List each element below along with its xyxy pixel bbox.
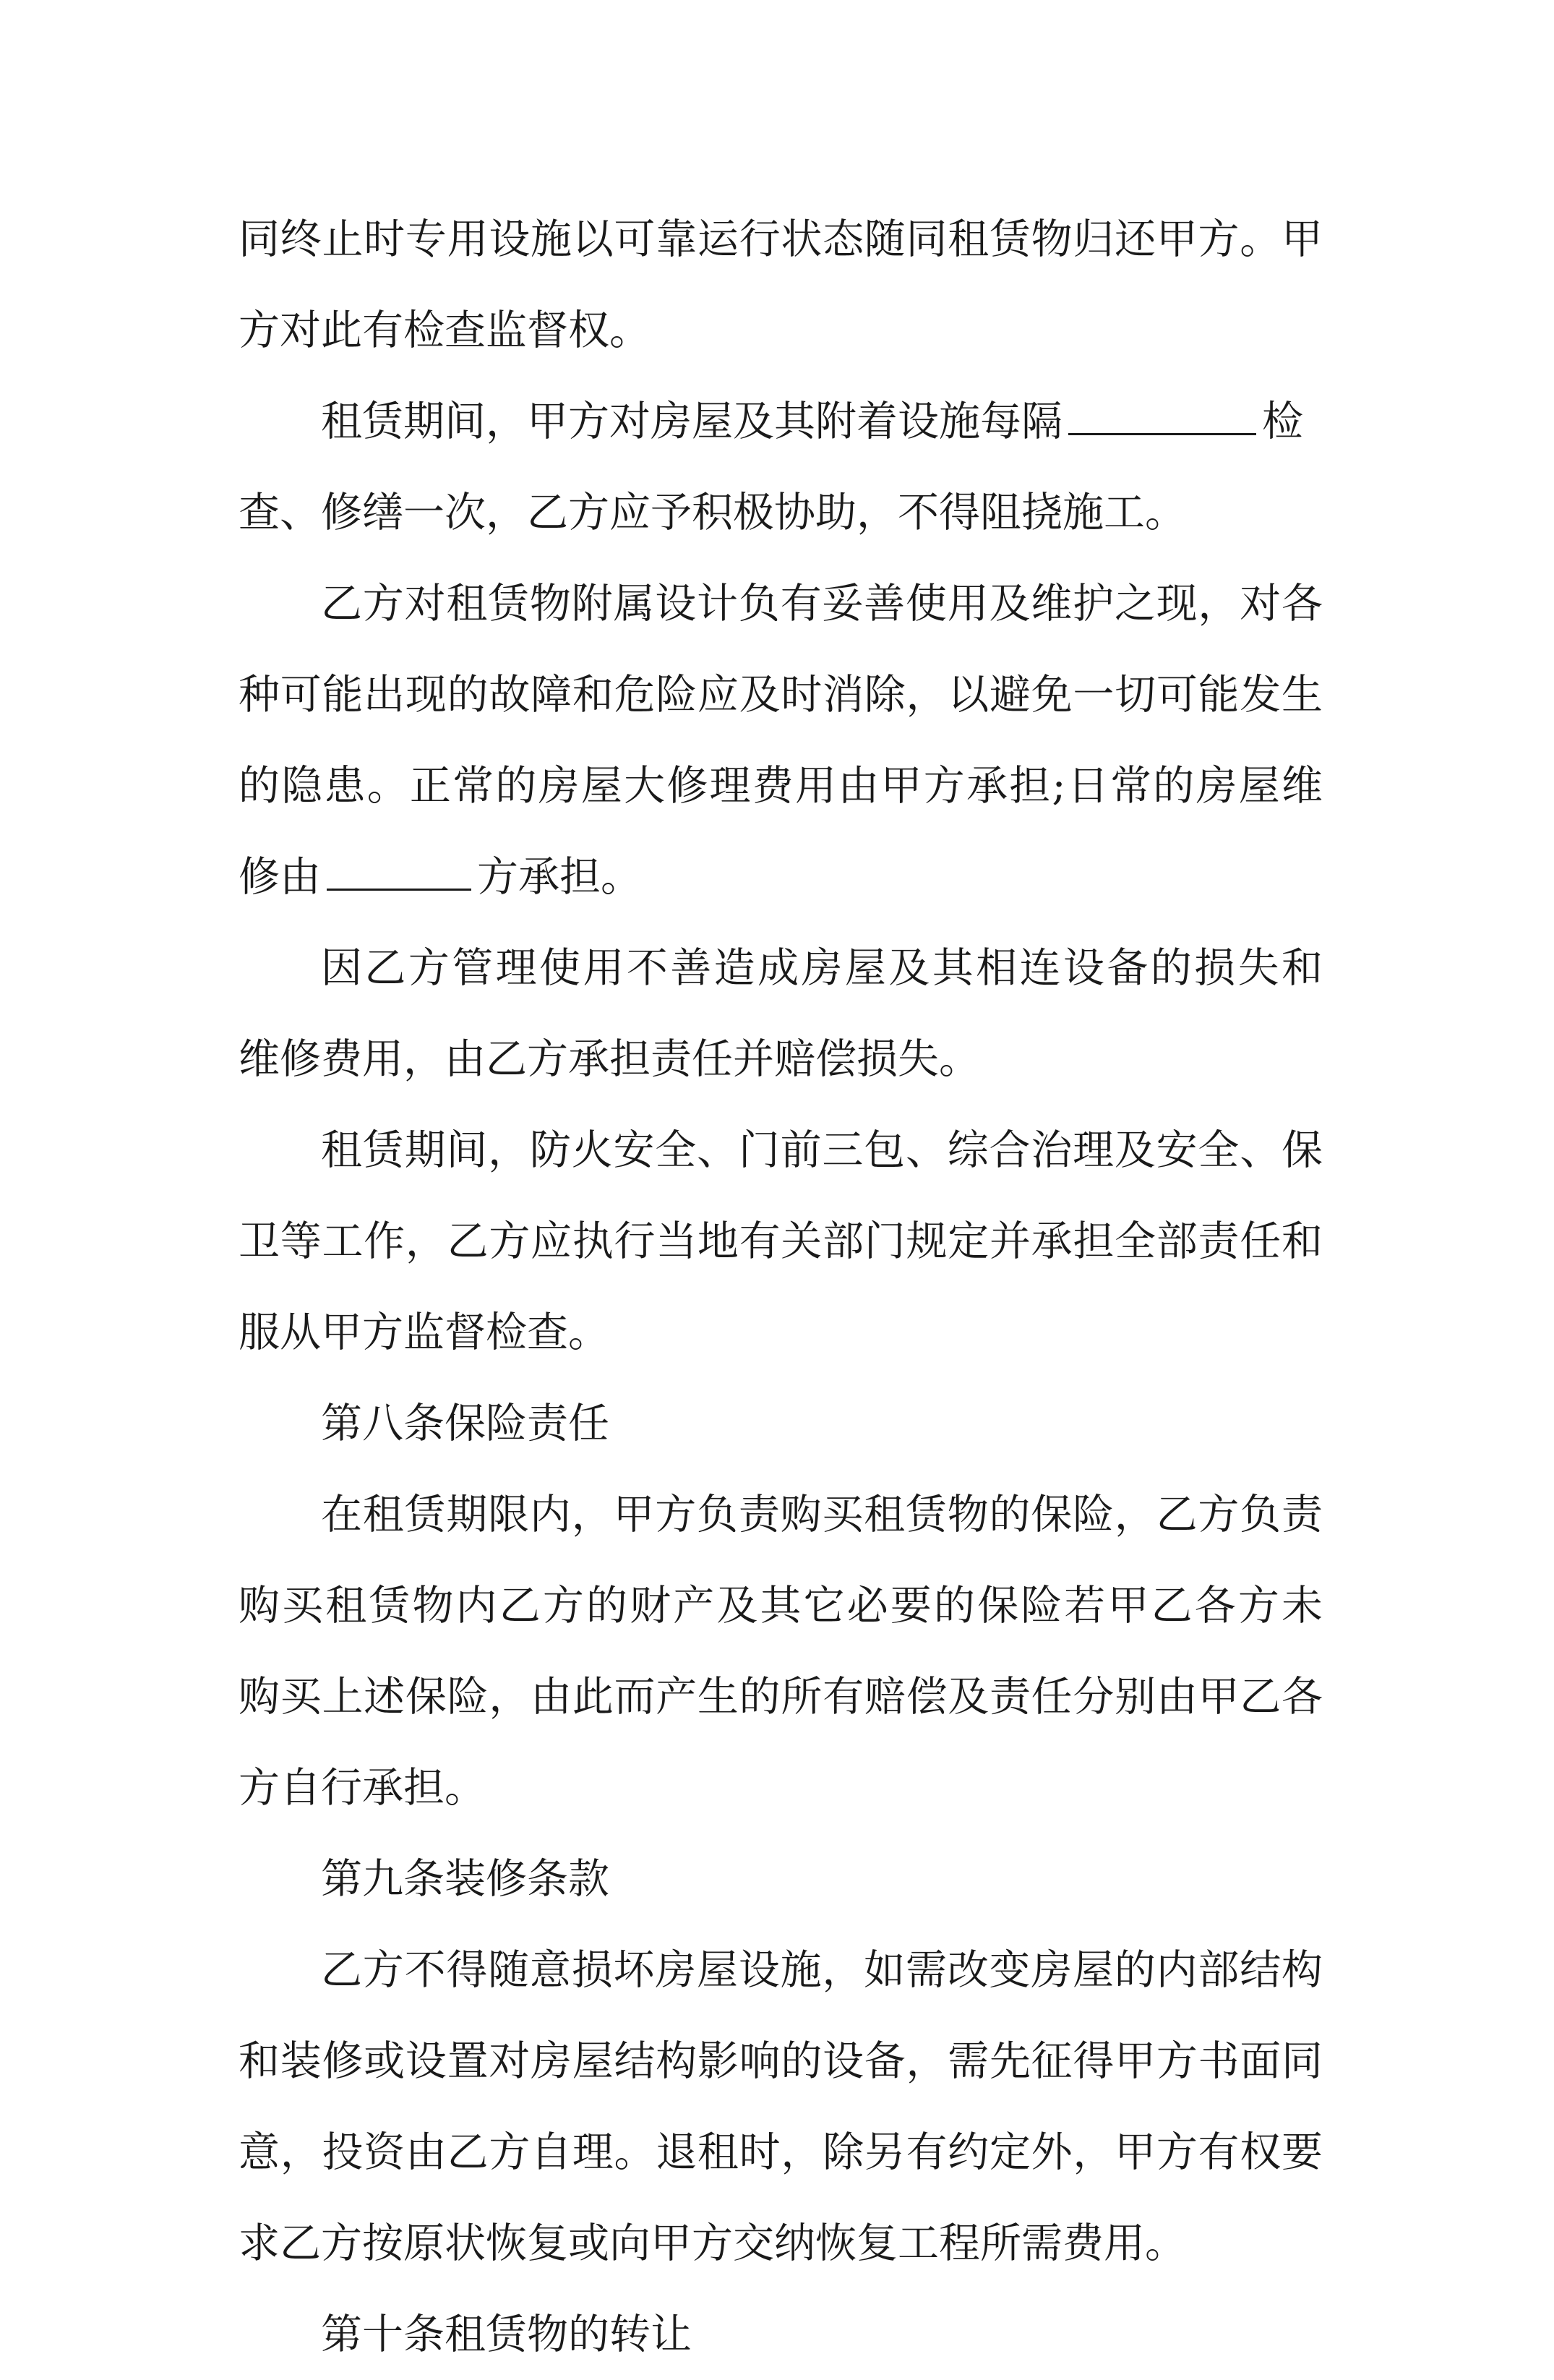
paragraph-line: 查、修缮一次，乙方应予积极协助，不得阻挠施工。 xyxy=(239,489,1186,536)
paragraph-line: 购买租赁物内乙方的财产及其它必要的保险若甲乙各方未 xyxy=(239,1582,1323,1630)
paragraph-line xyxy=(239,376,1323,467)
text-segment: 租赁期间，甲方对房屋及其附着设施每隔 xyxy=(321,398,1063,445)
fill-in-blank-party[interactable] xyxy=(327,854,471,891)
paragraph-line: 乙方对租赁物附属设计负有妥善使用及维护之现，对各 xyxy=(321,580,1323,628)
paragraph-line: 意，投资由乙方自理。退租时，除另有约定外，甲方有权要 xyxy=(239,2128,1323,2176)
section-heading: 第八条保险责任 xyxy=(321,1400,609,1447)
paragraph-line: 的隐患。正常的房屋大修理费用由甲方承担;日常的房屋维 xyxy=(239,762,1323,810)
paragraph-line: 因乙方管理使用不善造成房屋及其相连设备的损失和 xyxy=(321,944,1323,992)
text-segment: 修由 xyxy=(239,853,321,901)
paragraph-line: 租赁期间，防火安全、门前三包、综合治理及安全、保 xyxy=(321,1126,1323,1174)
paragraph-line: 求乙方按原状恢复或向甲方交纳恢复工程所需费用。 xyxy=(239,2220,1186,2267)
text-segment: 检 xyxy=(1262,398,1303,445)
paragraph-line: 购买上述保险，由此而产生的所有赔偿及责任分别由甲乙各 xyxy=(239,1673,1323,1721)
paragraph-line: 方对此有检查监督权。 xyxy=(239,307,651,354)
paragraph-line: 方自行承担。 xyxy=(239,1764,486,1812)
paragraph-line: 卫等工作，乙方应执行当地有关部门规定并承担全部责任和 xyxy=(239,1217,1323,1265)
paragraph-line: 和装修或设置对房屋结构影响的设备，需先征得甲方书面同 xyxy=(239,2037,1323,2085)
section-heading: 第十条租赁物的转让 xyxy=(321,2311,692,2358)
paragraph-line: 乙方不得随意损坏房屋设施，如需改变房屋的内部结构 xyxy=(321,1946,1323,1994)
paragraph-line: 同终止时专用设施以可靠运行状态随同租赁物归还甲方。甲 xyxy=(239,215,1323,263)
document-body xyxy=(239,194,1323,2380)
fill-in-blank-interval[interactable] xyxy=(1068,398,1256,435)
text-segment: 方承担。 xyxy=(477,853,642,901)
paragraph-line: 维修费用，由乙方承担责任并赔偿损失。 xyxy=(239,1035,980,1083)
paragraph-line: 种可能出现的故障和危险应及时消除，以避免一切可能发生 xyxy=(239,671,1323,719)
paragraph-line: 在租赁期限内，甲方负责购买租赁物的保险，乙方负责 xyxy=(321,1491,1323,1538)
paragraph-line: 服从甲方监督检查。 xyxy=(239,1309,609,1356)
paragraph-line xyxy=(239,831,1323,923)
section-heading: 第九条装修条款 xyxy=(321,1855,609,1903)
